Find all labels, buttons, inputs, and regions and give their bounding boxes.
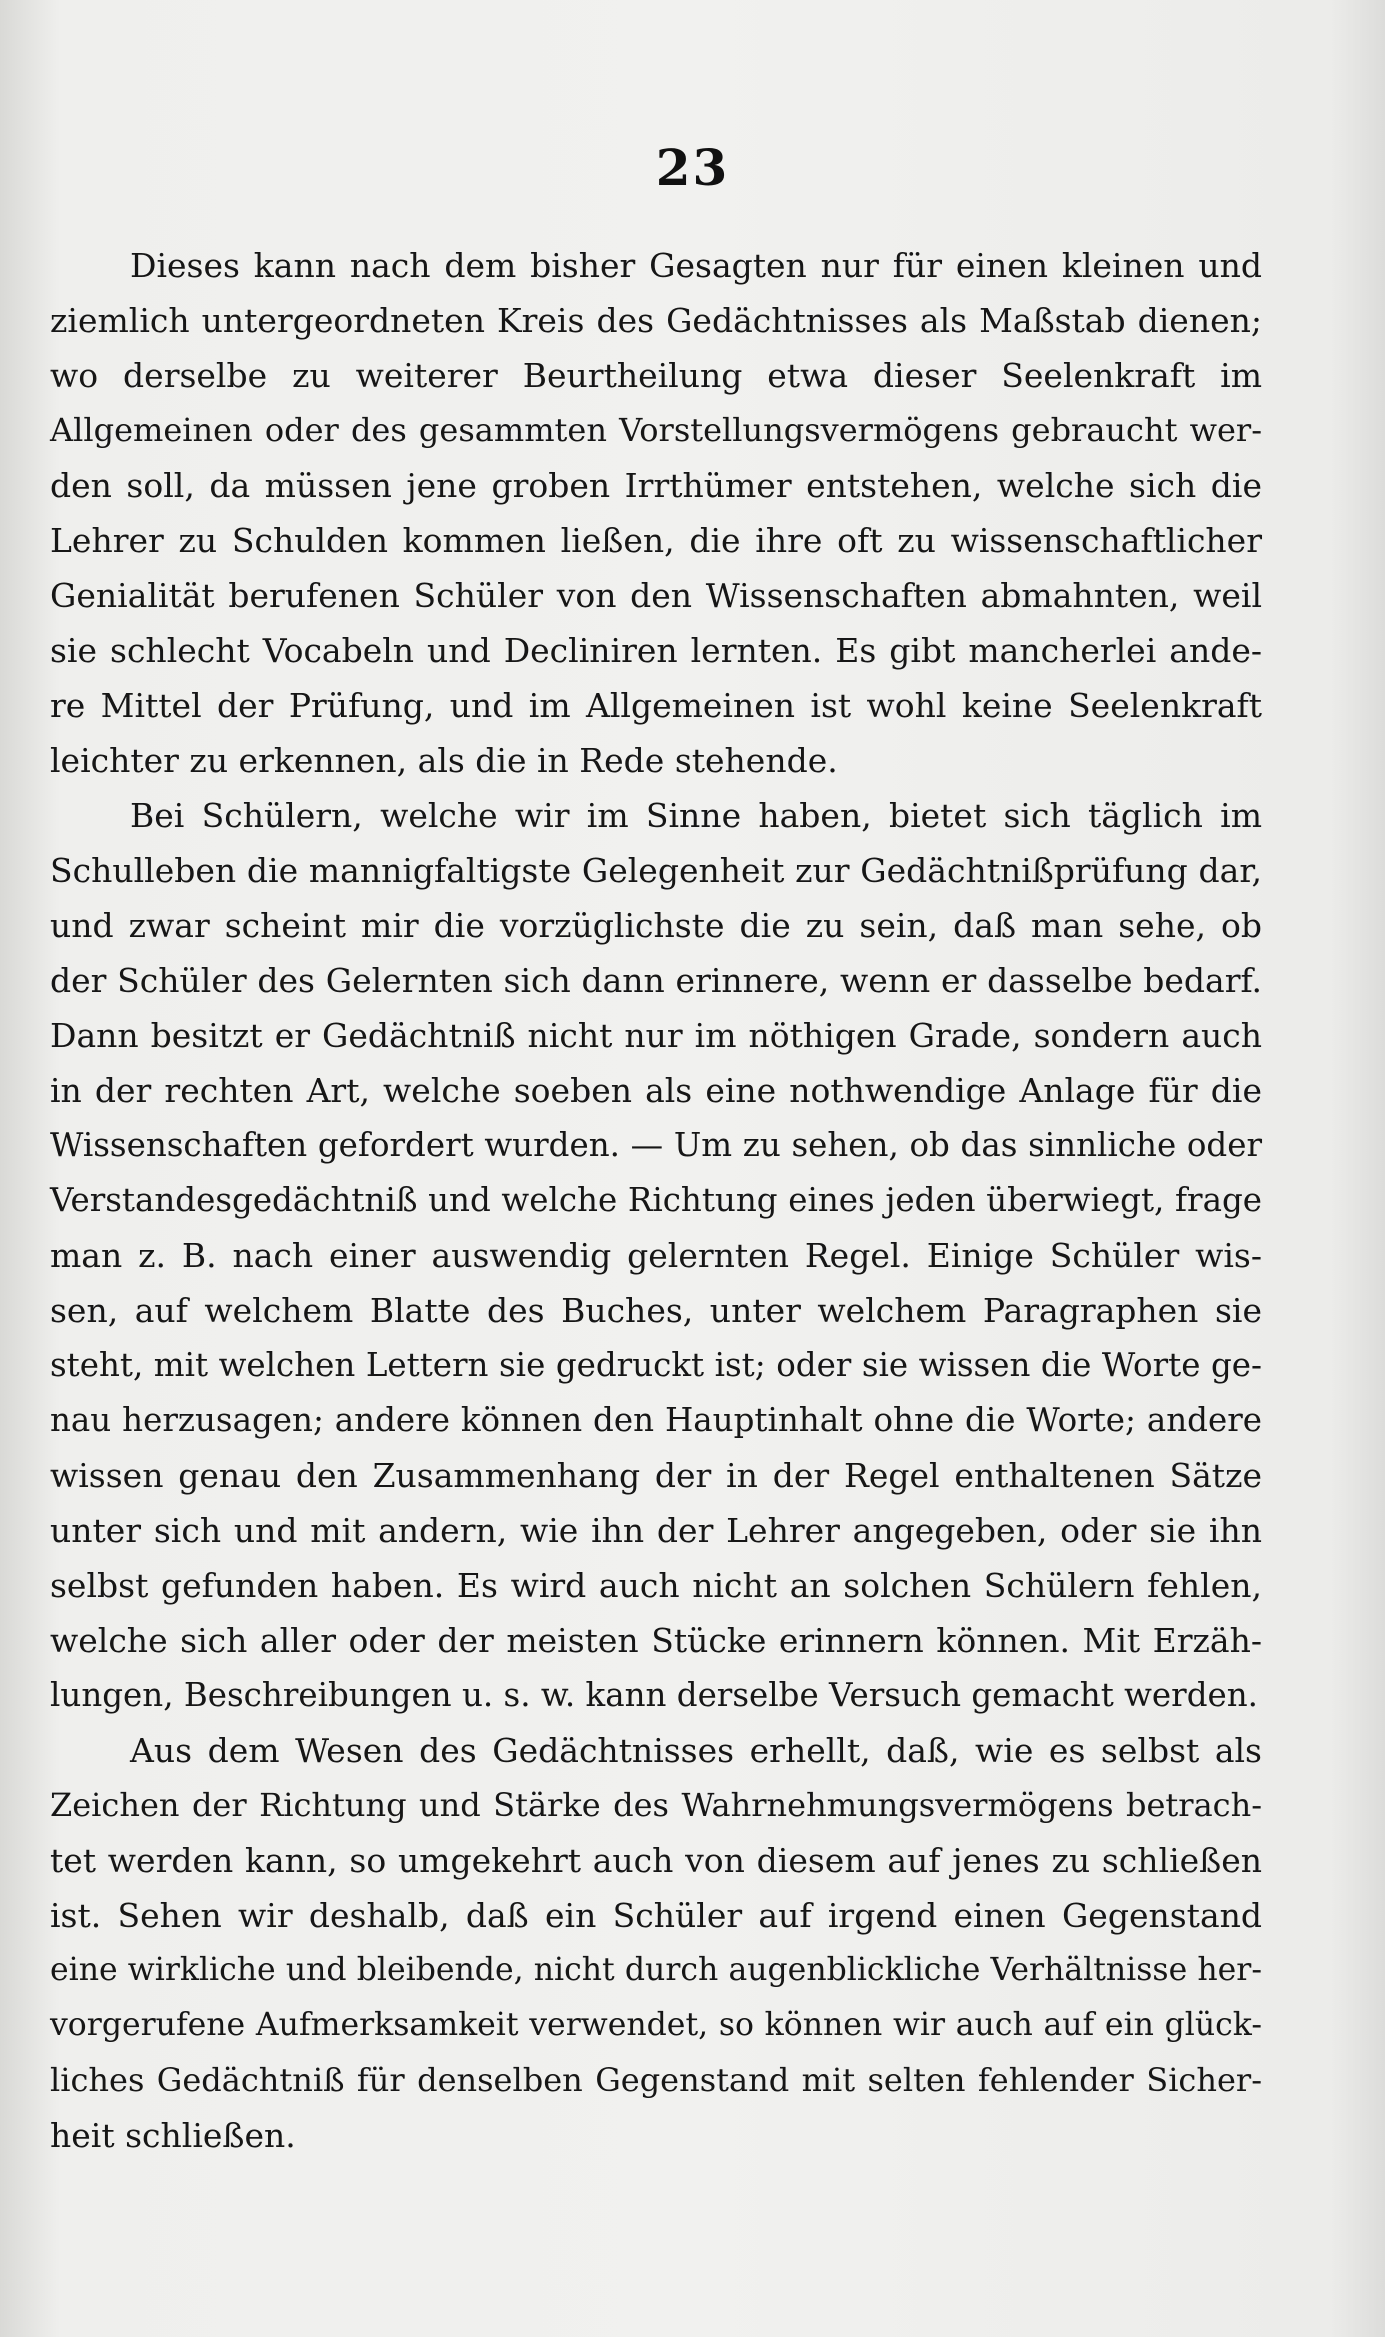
text-line: Genialität berufenen Schüler von den Wissenschaften abmahnten, weil <box>50 576 1262 615</box>
text-line: ist. Sehen wir deshalb, daß ein Schüler auf irgend einen Gegenstand <box>50 1896 1262 1935</box>
text-line: Zeichen der Richtung und Stärke des Wahrnehmungsvermögens betrach- <box>50 1786 1262 1824</box>
text-line: Dann besitzt er Gedächtniß nicht nur im nöthigen Grade, sondern auch <box>50 1016 1262 1055</box>
text-line: den soll, da müssen jene groben Irrthümer entstehen, welche sich die <box>50 466 1262 505</box>
text-line: vorgerufene Aufmerksamkeit verwendet, so können wir auch auf ein glück- <box>50 2007 1262 2043</box>
text-line: steht, mit welchen Lettern sie gedruckt ist; oder sie wissen die Worte ge- <box>50 1346 1262 1384</box>
paragraph <box>50 1723 1262 2163</box>
text-line: Bei Schülern, welche wir im Sinne haben, bietet sich täglich im <box>130 796 1262 835</box>
text-line: sie schlecht Vocabeln und Decliniren lernten. Es gibt mancherlei ande- <box>50 631 1262 670</box>
text-line: sen, auf welchem Blatte des Buches, unter welchem Paragraphen sie <box>50 1291 1262 1330</box>
text-line: leichter zu erkennen, als die in Rede stehende. <box>50 741 838 780</box>
text-line: Allgemeinen oder des gesammten Vorstellungsvermögens gebraucht wer- <box>50 411 1262 449</box>
text-line: Schulleben die mannigfaltigste Gelegenheit zur Gedächtnißprüfung dar, <box>50 851 1262 890</box>
text-line: wissen genau den Zusammenhang der in der Regel enthaltenen Sätze <box>50 1456 1262 1495</box>
text-line: heit schließen. <box>50 2116 296 2155</box>
page-number: 23 <box>655 138 730 197</box>
text-line: Wissenschaften gefordert wurden. — Um zu sehen, ob das sinnliche oder <box>50 1126 1262 1164</box>
text-line: eine wirkliche und bleibende, nicht durch augenblickliche Verhältnisse her- <box>50 1952 1262 1988</box>
text-line: unter sich und mit andern, wie ihn der Lehrer angegeben, oder sie ihn <box>50 1511 1262 1550</box>
text-line: Verstandesgedächtniß und welche Richtung eines jeden überwiegt, frage <box>50 1181 1262 1219</box>
text-line: lungen, Beschreibungen u. s. w. kann derselbe Versuch gemacht werden. <box>50 1676 1258 1714</box>
text-line: in der rechten Art, welche soeben als eine nothwendige Anlage für die <box>50 1071 1262 1110</box>
text-line: Dieses kann nach dem bisher Gesagten nur für einen kleinen und <box>130 246 1262 285</box>
text-line: re Mittel der Prüfung, und im Allgemeinen ist wohl keine Seelenkraft <box>50 686 1262 725</box>
text-line: welche sich aller oder der meisten Stücke erinnern können. Mit Erzäh- <box>50 1621 1262 1660</box>
text-line: und zwar scheint mir die vorzüglichste die zu sein, daß man sehe, ob <box>50 906 1262 945</box>
text-line: nau herzusagen; andere können den Hauptinhalt ohne die Worte; andere <box>50 1401 1262 1439</box>
text-line: Aus dem Wesen des Gedächtnisses erhellt, daß, wie es selbst als <box>130 1731 1262 1770</box>
text-line: der Schüler des Gelernten sich dann erinnere, wenn er dasselbe bedarf. <box>50 961 1262 1000</box>
paragraph <box>50 238 1262 788</box>
text-line: man z. B. nach einer auswendig gelernten Regel. Einige Schüler wis- <box>50 1236 1262 1275</box>
text-line: wo derselbe zu weiterer Beurtheilung etwa dieser Seelenkraft im <box>50 356 1262 395</box>
paragraph <box>50 788 1262 1723</box>
text-line: tet werden kann, so umgekehrt auch von diesem auf jenes zu schließen <box>50 1841 1262 1880</box>
text-line: Lehrer zu Schulden kommen ließen, die ihre oft zu wissenschaftlicher <box>50 521 1262 560</box>
body-text <box>50 238 1262 2163</box>
text-line: ziemlich untergeordneten Kreis des Gedächtnisses als Maßstab dienen; <box>50 301 1262 340</box>
text-line: liches Gedächtniß für denselben Gegenstand mit selten fehlender Sicher- <box>50 2061 1262 2099</box>
text-line: selbst gefunden haben. Es wird auch nicht an solchen Schülern fehlen, <box>50 1566 1262 1605</box>
